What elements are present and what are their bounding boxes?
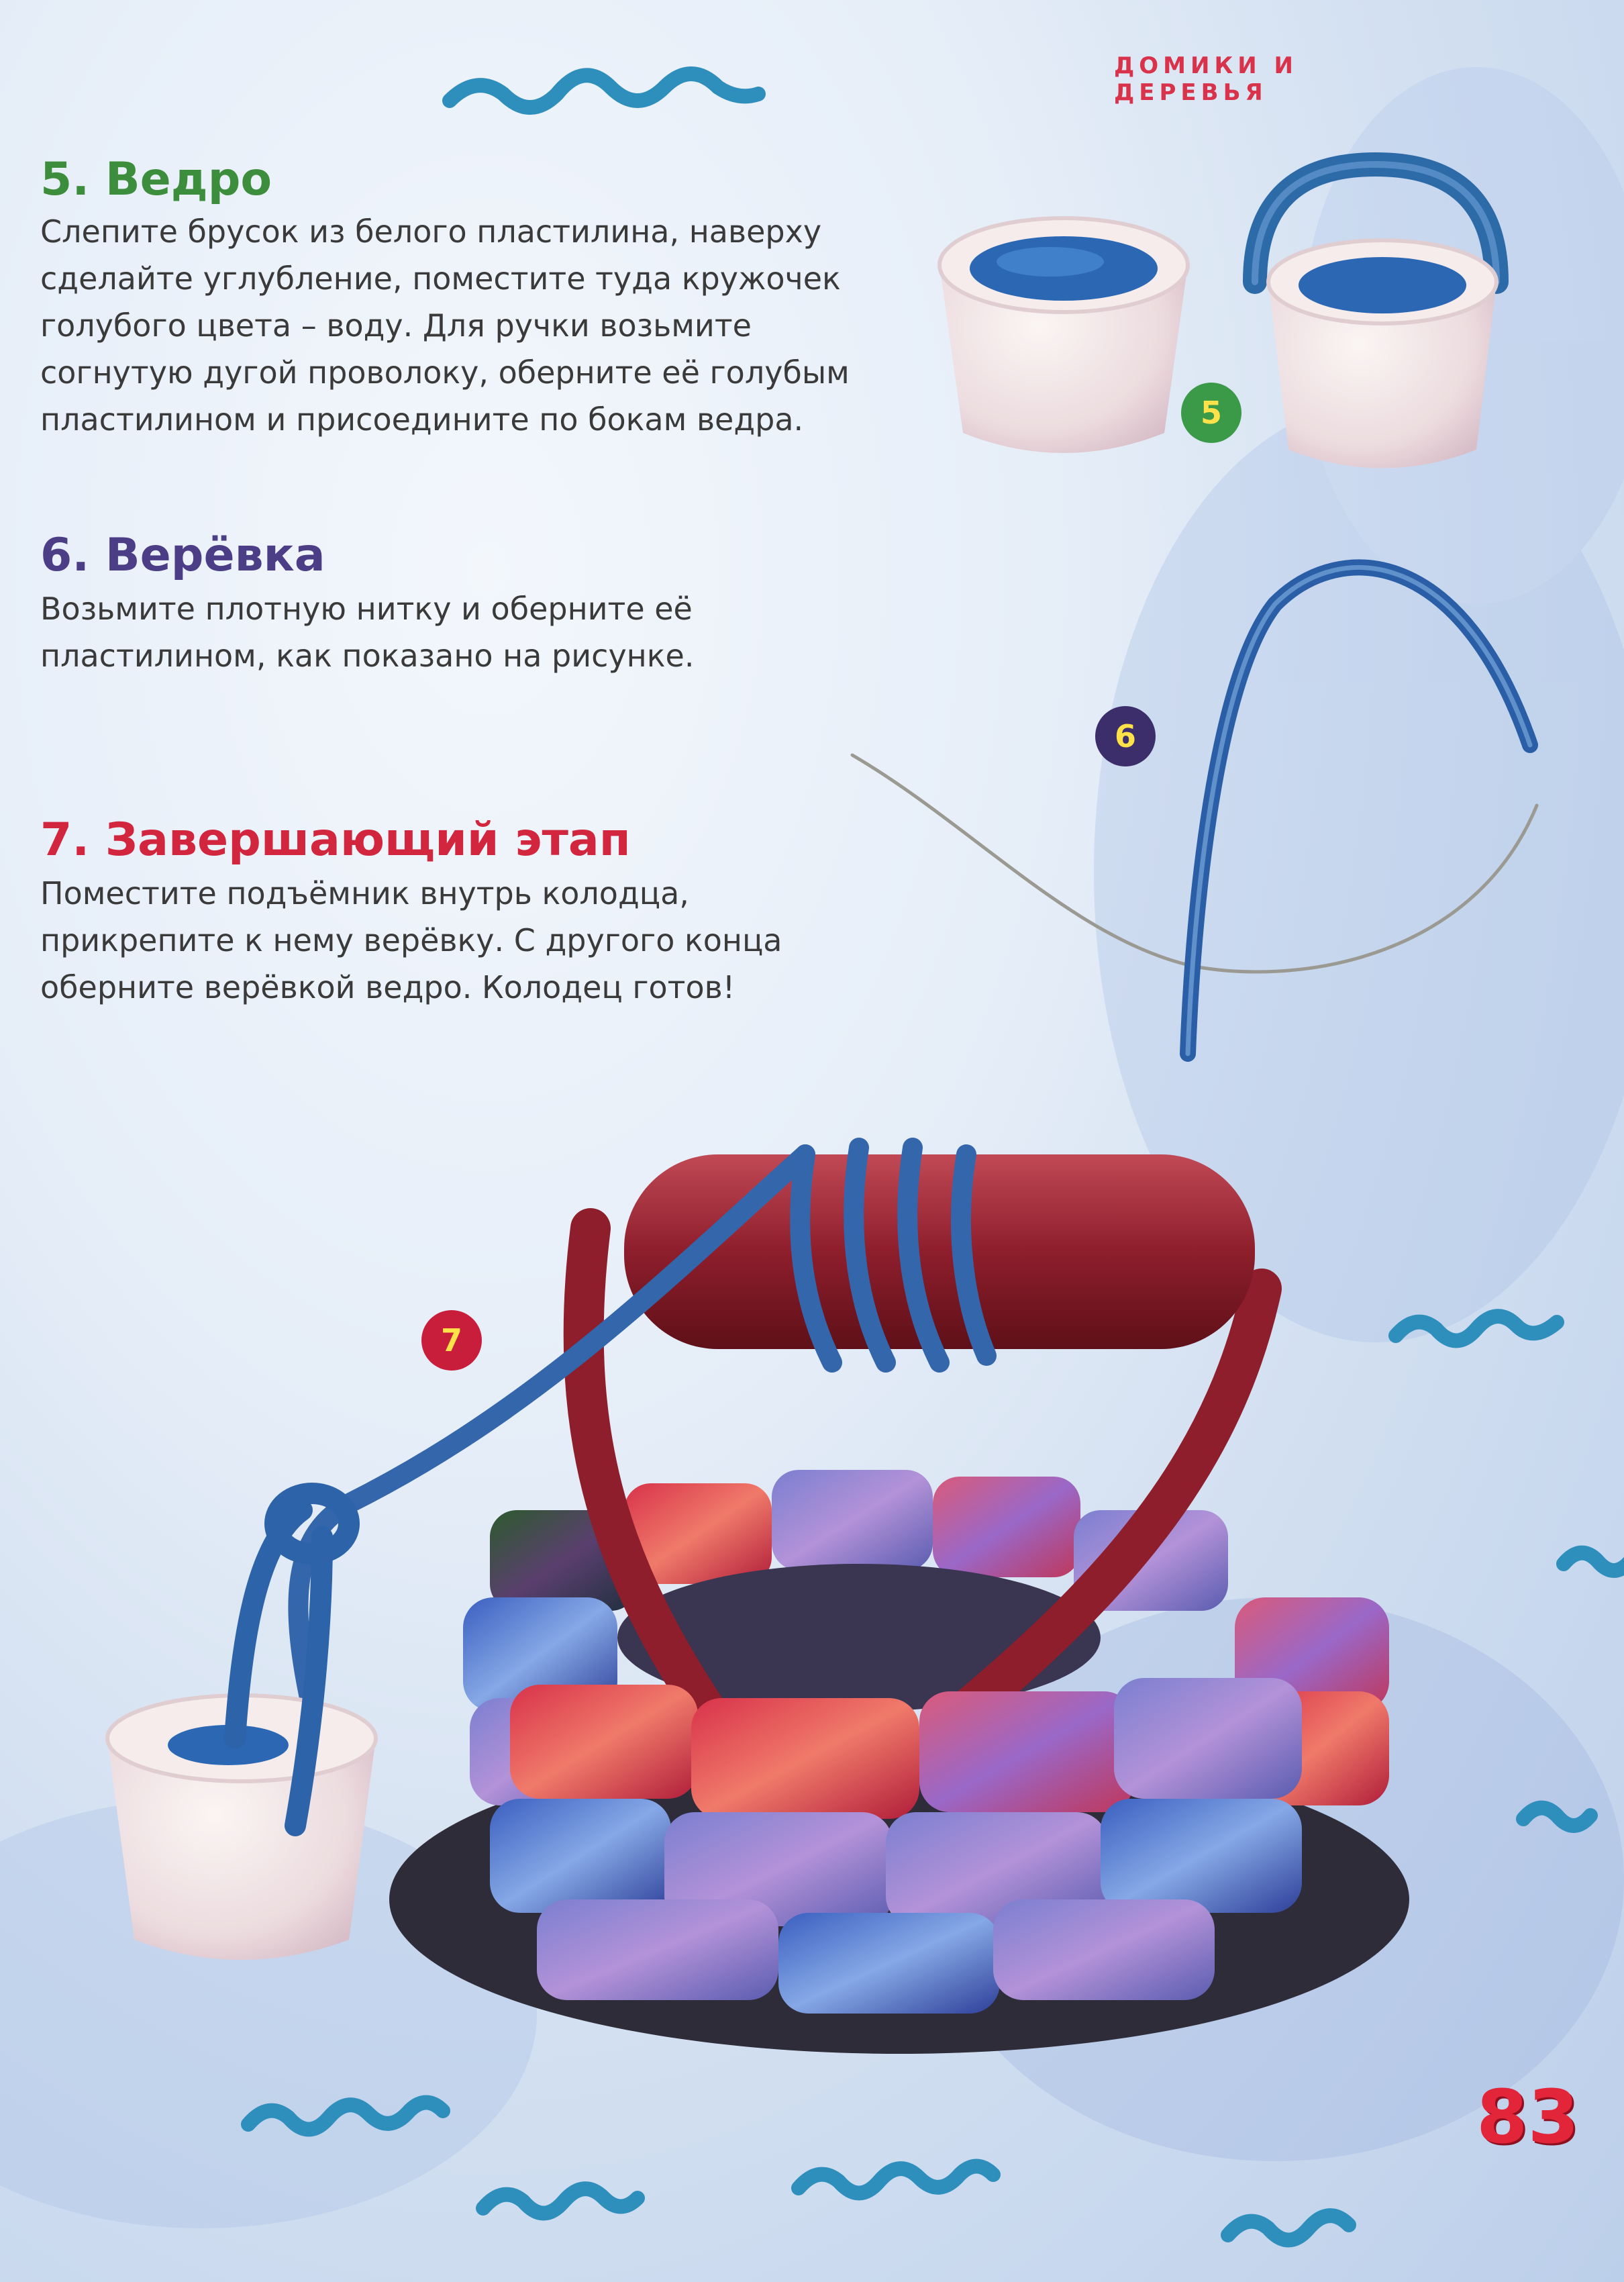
- step-7-title: 7. Завершающий этап: [40, 813, 631, 866]
- step-7-text: Поместите подъёмник внутрь колодца, прикрепите к нему верёвку. С другого конца оберните верёвкой ведро. Колодец готов!: [40, 875, 782, 1005]
- step-5-text: Слепите брусок из белого пластилина, наверху сделайте углубление, поместите туда кружочек голубого цвета – воду. Для ручки возьмите согнутую дугой проволоку, оберните её голубым пластилином и присоедините по бокам ведра.: [40, 213, 850, 438]
- section-header: ДОМИКИ И ДЕРЕВЬЯ: [1114, 52, 1299, 106]
- page-number: 83: [1476, 2074, 1580, 2160]
- step-7-badge: 7: [421, 1310, 482, 1371]
- bucket-illustration: [940, 218, 1188, 453]
- step-6-badge: 6: [1095, 706, 1156, 766]
- step-6-text: Возьмите плотную нитку и оберните её пластилином, как показано на рисунке.: [40, 591, 695, 674]
- step-5-title: 5. Ведро: [40, 153, 272, 206]
- step-5-badge: 5: [1181, 383, 1241, 443]
- well-illustration: [107, 1148, 1409, 2054]
- step-6-title: 6. Верёвка: [40, 529, 325, 582]
